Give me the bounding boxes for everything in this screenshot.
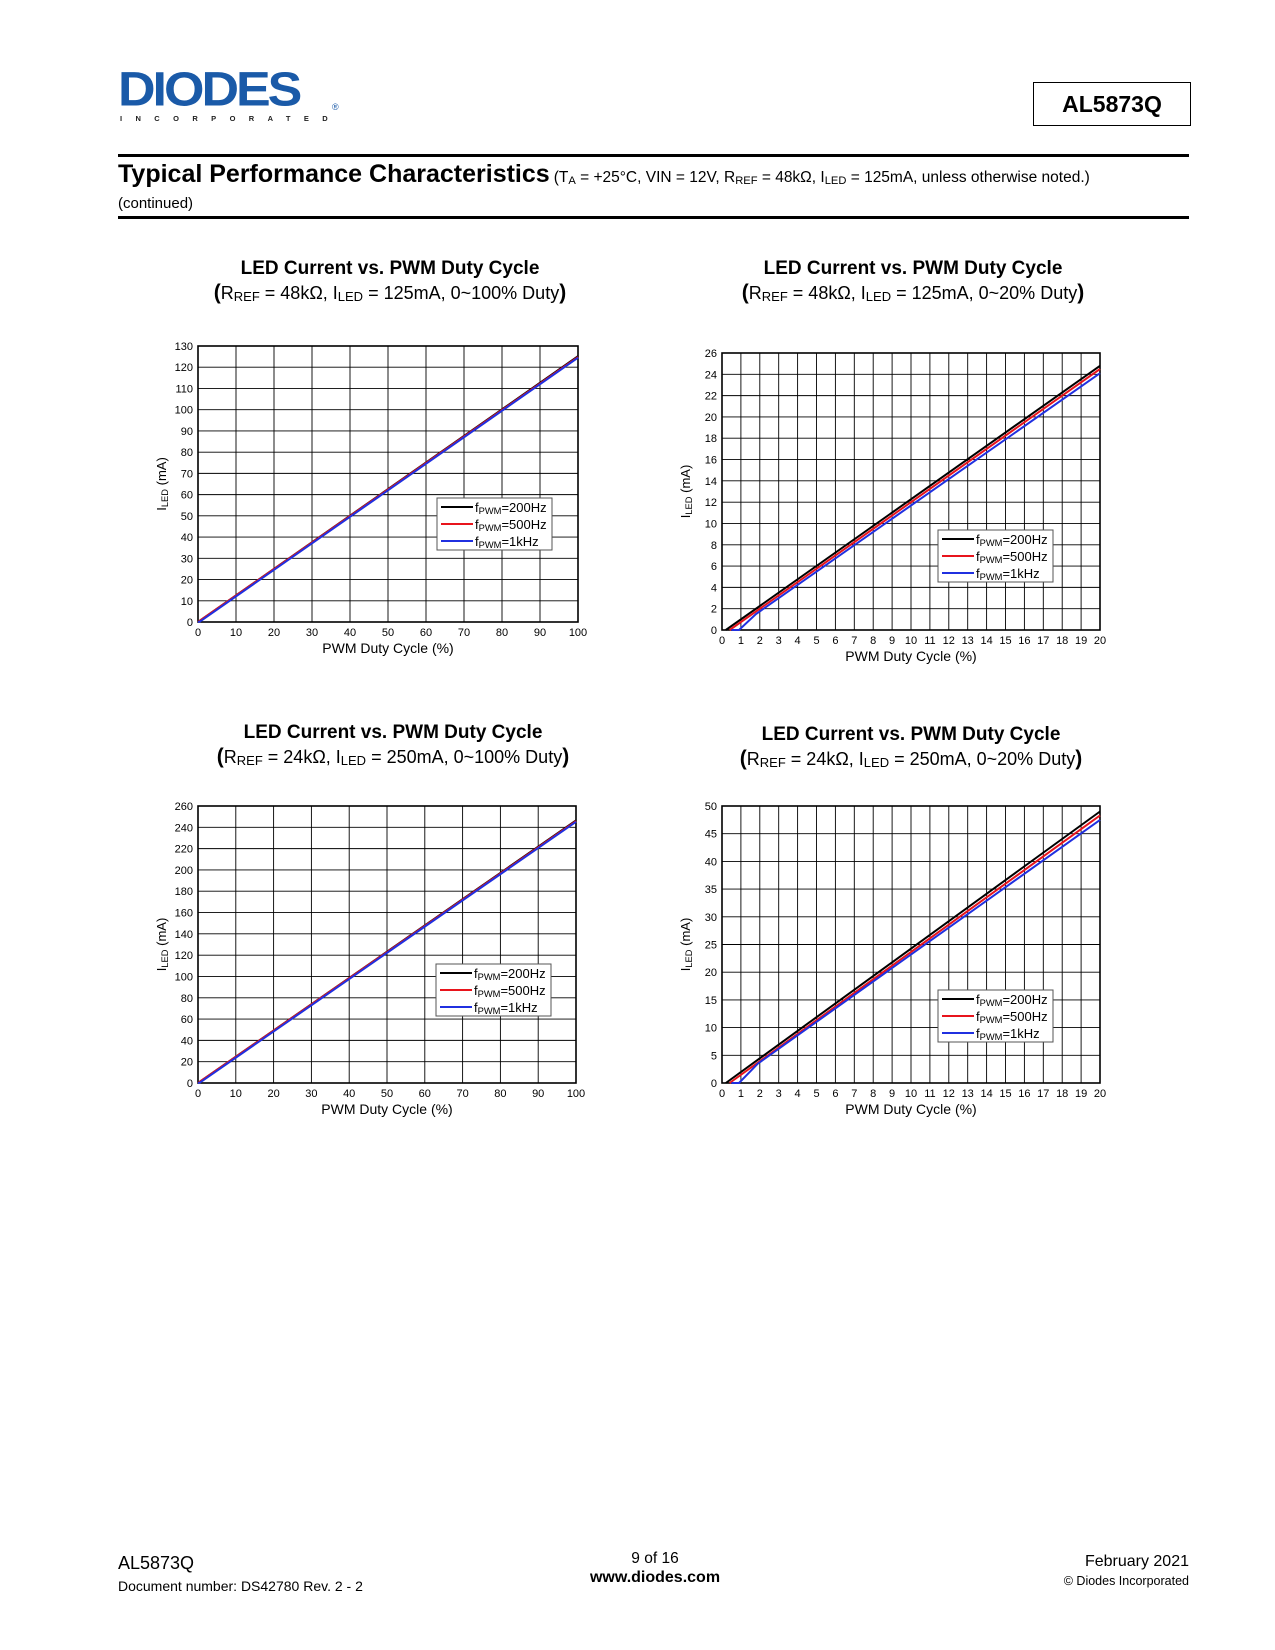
y-tick-label: 12 — [704, 497, 717, 510]
x-tick-label: 18 — [1056, 1088, 1069, 1100]
x-axis-label: PWM Duty Cycle (%) — [322, 640, 454, 656]
y-tick-label: 0 — [710, 1078, 717, 1090]
x-tick-label: 70 — [456, 1088, 469, 1100]
y-tick-label: 40 — [704, 856, 717, 869]
y-tick-label: 60 — [180, 489, 193, 502]
y-tick-label: 160 — [174, 907, 193, 920]
y-tick-label: 24 — [704, 369, 717, 382]
x-tick-label: 20 — [1093, 635, 1107, 647]
legend-entry: fPWM=1kHz — [976, 1026, 1040, 1042]
x-tick-label: 50 — [381, 627, 395, 639]
footer-page: 9 of 16 — [631, 1550, 679, 1567]
chart-title: LED Current vs. PWM Duty Cycle — [240, 258, 540, 279]
footer-date: February 2021 — [1084, 1553, 1189, 1570]
chart-title: LED Current vs. PWM Duty Cycle — [761, 724, 1061, 745]
x-tick-label: 10 — [904, 1088, 918, 1100]
y-tick-label: 6 — [710, 561, 717, 574]
x-tick-label: 14 — [980, 1088, 993, 1100]
y-axis-label: ILED (mA) — [678, 917, 694, 972]
x-tick-label: 3 — [775, 635, 782, 647]
legend-entry: fPWM=200Hz — [475, 500, 547, 516]
part-number-box: AL5873Q — [1033, 82, 1191, 126]
x-tick-label: 70 — [457, 627, 471, 639]
x-tick-label: 1 — [737, 1088, 744, 1100]
legend-entry: fPWM=500Hz — [976, 1009, 1048, 1025]
y-tick-label: 40 — [180, 1035, 193, 1048]
footer-part: AL5873Q — [118, 1553, 195, 1573]
y-tick-label: 20 — [180, 574, 193, 587]
x-tick-label: 0 — [194, 1088, 202, 1100]
y-tick-label: 180 — [174, 886, 193, 899]
y-tick-label: 100 — [174, 971, 193, 984]
section-title: Typical Performance Characteristics — [118, 160, 550, 188]
series-line-2 — [732, 820, 1101, 1083]
x-tick-label: 10 — [229, 627, 243, 639]
y-tick-label: 70 — [180, 468, 193, 481]
x-tick-label: 60 — [418, 1088, 431, 1100]
x-tick-label: 80 — [494, 1088, 507, 1100]
x-axis-label: PWM Duty Cycle (%) — [845, 648, 977, 664]
y-tick-label: 20 — [704, 411, 717, 424]
y-axis-label: ILED (mA) — [154, 917, 170, 972]
x-tick-label: 90 — [532, 1088, 545, 1100]
x-tick-label: 1 — [737, 635, 744, 647]
x-tick-label: 60 — [419, 627, 433, 639]
x-tick-label: 4 — [794, 1088, 801, 1100]
y-tick-label: 0 — [186, 1078, 193, 1090]
x-tick-label: 12 — [942, 635, 955, 647]
logo-subtext: INCORPORATED — [120, 114, 342, 123]
x-tick-label: 80 — [495, 627, 509, 639]
y-tick-label: 90 — [180, 425, 193, 438]
x-tick-label: 30 — [305, 1088, 318, 1100]
footer-website: www.diodes.com — [589, 1569, 721, 1586]
y-tick-label: 30 — [704, 911, 717, 924]
x-tick-label: 9 — [889, 635, 896, 647]
continued-label: (continued) — [118, 195, 194, 212]
x-tick-label: 5 — [813, 1088, 820, 1100]
legend-entry: fPWM=1kHz — [976, 566, 1040, 582]
chart-subtitle: (RREF = 48kΩ, ILED = 125mA, 0~100% Duty) — [213, 281, 567, 304]
x-tick-label: 13 — [961, 1088, 974, 1100]
x-tick-label: 0 — [718, 1088, 726, 1100]
y-tick-label: 10 — [180, 595, 193, 608]
x-tick-label: 40 — [343, 1088, 356, 1100]
legend-entry: fPWM=500Hz — [976, 549, 1048, 565]
y-tick-label: 200 — [174, 864, 193, 877]
x-tick-label: 100 — [566, 1088, 586, 1100]
x-tick-label: 8 — [870, 635, 877, 647]
x-tick-label: 6 — [832, 1088, 839, 1100]
y-tick-label: 50 — [704, 801, 717, 813]
x-tick-label: 16 — [1018, 1088, 1031, 1100]
x-tick-label: 12 — [942, 1088, 955, 1100]
x-tick-label: 16 — [1018, 635, 1031, 647]
x-tick-label: 10 — [904, 635, 918, 647]
x-tick-label: 6 — [832, 635, 839, 647]
y-tick-label: 80 — [180, 447, 193, 460]
x-tick-label: 40 — [343, 627, 357, 639]
y-tick-label: 110 — [175, 383, 193, 396]
x-tick-label: 8 — [870, 1088, 877, 1100]
y-tick-label: 16 — [704, 454, 717, 467]
y-tick-label: 18 — [704, 433, 717, 446]
x-axis-label: PWM Duty Cycle (%) — [321, 1101, 453, 1117]
y-tick-label: 35 — [704, 884, 717, 897]
y-tick-label: 20 — [180, 1056, 193, 1069]
x-tick-label: 11 — [924, 635, 936, 647]
y-tick-label: 10 — [704, 518, 717, 531]
logo-wordmark: DIODES — [118, 63, 300, 117]
y-tick-label: 220 — [174, 843, 193, 856]
y-tick-label: 10 — [704, 1022, 717, 1035]
y-tick-label: 60 — [180, 1014, 193, 1027]
chart-subtitle: (RREF = 24kΩ, ILED = 250mA, 0~100% Duty) — [216, 745, 570, 768]
y-tick-label: 5 — [710, 1050, 717, 1063]
y-tick-label: 20 — [704, 967, 717, 980]
x-tick-label: 19 — [1074, 1088, 1088, 1100]
y-tick-label: 260 — [174, 801, 193, 813]
x-tick-label: 20 — [1093, 1088, 1107, 1100]
y-tick-label: 50 — [180, 510, 193, 523]
y-tick-label: 2 — [710, 603, 717, 616]
y-tick-label: 240 — [174, 822, 193, 835]
legend-entry: fPWM=1kHz — [475, 534, 539, 550]
registered-mark: ® — [332, 102, 339, 112]
legend-entry: fPWM=1kHz — [474, 1000, 538, 1016]
series-line-1 — [730, 815, 1100, 1083]
y-tick-label: 8 — [710, 539, 717, 552]
x-tick-label: 7 — [851, 635, 858, 647]
y-tick-label: 100 — [174, 404, 193, 417]
chart-title: LED Current vs. PWM Duty Cycle — [243, 722, 543, 743]
x-tick-label: 20 — [267, 627, 281, 639]
x-tick-label: 15 — [999, 635, 1012, 647]
y-tick-label: 26 — [704, 348, 717, 360]
x-tick-label: 3 — [775, 1088, 782, 1100]
legend-entry: fPWM=500Hz — [474, 983, 546, 999]
x-tick-label: 90 — [533, 627, 547, 639]
y-tick-label: 80 — [180, 992, 193, 1005]
y-tick-label: 120 — [174, 362, 193, 375]
x-tick-label: 2 — [756, 635, 763, 647]
x-tick-label: 13 — [961, 635, 974, 647]
y-tick-label: 120 — [174, 950, 193, 963]
y-axis-label: ILED (mA) — [154, 457, 170, 511]
legend-entry: fPWM=500Hz — [475, 517, 547, 533]
y-tick-label: 40 — [180, 532, 193, 545]
x-tick-label: 30 — [305, 627, 319, 639]
x-tick-label: 5 — [813, 635, 820, 647]
chart-title: LED Current vs. PWM Duty Cycle — [763, 258, 1063, 279]
test-conditions: ($T_A = +25^\circ C$, VIN = 12V, $R_{REF} = 48k\Omega$, $I_{LED} = 125mA$, unless otherwise noted.) — [553, 169, 1090, 187]
x-tick-label: 20 — [267, 1088, 280, 1100]
chart-subtitle: (RREF = 48kΩ, ILED = 125mA, 0~20% Duty) — [741, 281, 1085, 304]
y-tick-label: 25 — [704, 939, 717, 952]
legend-entry: fPWM=200Hz — [474, 966, 546, 982]
y-tick-label: 22 — [704, 390, 717, 403]
x-tick-label: 2 — [756, 1088, 763, 1100]
y-tick-label: 4 — [710, 582, 717, 595]
y-tick-label: 130 — [174, 341, 193, 353]
x-tick-label: 19 — [1074, 635, 1088, 647]
x-tick-label: 17 — [1037, 635, 1050, 647]
y-tick-label: 140 — [174, 928, 193, 941]
x-tick-label: 11 — [924, 1088, 936, 1100]
x-tick-label: 15 — [999, 1088, 1012, 1100]
y-axis-label: ILED (mA) — [678, 464, 694, 519]
chart-subtitle: (RREF = 24kΩ, ILED = 250mA, 0~20% Duty) — [739, 747, 1083, 770]
x-tick-label: 100 — [568, 627, 588, 639]
y-tick-label: 30 — [180, 553, 193, 566]
x-tick-label: 0 — [718, 635, 726, 647]
x-tick-label: 17 — [1037, 1088, 1050, 1100]
legend-entry: fPWM=200Hz — [976, 992, 1048, 1008]
y-tick-label: 0 — [710, 625, 717, 637]
footer-doc-number: Document number: DS42780 Rev. 2 - 2 — [118, 1578, 363, 1594]
y-tick-label: 0 — [186, 617, 193, 629]
x-tick-label: 18 — [1056, 635, 1069, 647]
y-tick-label: 15 — [704, 994, 717, 1007]
x-tick-label: 0 — [194, 627, 202, 639]
x-tick-label: 10 — [229, 1088, 242, 1100]
x-axis-label: PWM Duty Cycle (%) — [845, 1101, 977, 1117]
x-tick-label: 7 — [851, 1088, 858, 1100]
x-tick-label: 14 — [980, 635, 993, 647]
x-tick-label: 9 — [889, 1088, 896, 1100]
legend-entry: fPWM=200Hz — [976, 532, 1048, 548]
y-tick-label: 14 — [704, 475, 717, 488]
x-tick-label: 4 — [794, 635, 801, 647]
x-tick-label: 50 — [380, 1088, 394, 1100]
footer-copyright: © Diodes Incorporated — [1063, 1574, 1189, 1588]
y-tick-label: 45 — [704, 828, 717, 841]
